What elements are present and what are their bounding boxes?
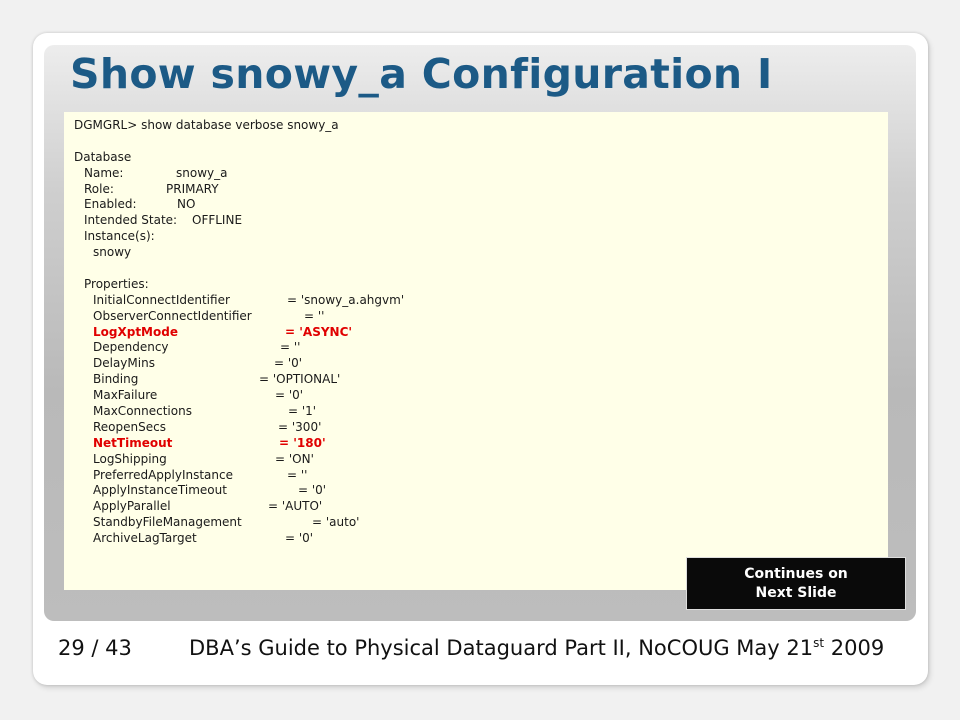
field-label: Enabled: — [84, 197, 137, 212]
field-label: Intended State: — [84, 213, 178, 228]
property-name: ApplyParallel — [93, 499, 171, 514]
property-name: Dependency — [93, 340, 169, 355]
property-name: StandbyFileManagement — [93, 515, 242, 530]
code-text — [74, 118, 404, 547]
property-row — [74, 499, 404, 515]
field-row — [74, 213, 404, 229]
property-row — [74, 420, 404, 436]
property-row — [74, 340, 404, 356]
property-name: DelayMins — [93, 356, 155, 371]
property-name: InitialConnectIdentifier — [93, 292, 230, 307]
property-name: Binding — [93, 372, 139, 387]
continues-line-1: Continues on — [744, 566, 848, 582]
property-row — [74, 515, 404, 531]
property-row — [74, 436, 404, 452]
properties-label: Properties: — [84, 276, 149, 291]
property-row — [74, 388, 404, 404]
property-row — [74, 293, 404, 309]
code-listing — [64, 112, 888, 590]
property-value: = '300' — [278, 419, 322, 434]
property-value: = '' — [280, 340, 301, 355]
property-value: = 'AUTO' — [268, 499, 323, 514]
property-value: = 'ASYNC' — [285, 324, 353, 339]
footer-year: 2009 — [824, 636, 885, 660]
property-row — [74, 468, 404, 484]
property-value: = '180' — [279, 435, 326, 450]
field-row — [74, 166, 404, 182]
property-value: = 'ON' — [275, 451, 314, 466]
property-name: ArchiveLagTarget — [93, 531, 197, 546]
field-value: OFFLINE — [192, 213, 243, 228]
property-row — [74, 452, 404, 468]
property-name: MaxConnections — [93, 404, 192, 419]
property-row — [74, 356, 404, 372]
properties-list — [74, 293, 404, 547]
field-row — [74, 197, 404, 213]
property-name: NetTimeout — [93, 435, 173, 450]
property-name: LogShipping — [93, 451, 167, 466]
property-row — [74, 325, 404, 341]
instance-name: snowy — [93, 245, 132, 260]
footer-text — [189, 636, 884, 660]
instances-label: Instance(s): — [84, 229, 155, 244]
field-value: NO — [177, 197, 196, 212]
field-value: snowy_a — [176, 165, 228, 180]
property-row — [74, 372, 404, 388]
property-value: = '0' — [285, 531, 314, 546]
command-line: DGMGRL> show database verbose snowy_a — [74, 118, 339, 132]
page-number: 29 / 43 — [58, 636, 132, 660]
property-row — [74, 483, 404, 499]
field-row — [74, 182, 404, 198]
continues-line-2: Next Slide — [755, 585, 837, 601]
field-label: Name: — [84, 165, 124, 180]
blank-line — [74, 134, 404, 150]
blank-line — [74, 261, 404, 277]
property-value: = '1' — [288, 404, 317, 419]
property-name: PreferredApplyInstance — [93, 467, 233, 482]
property-value: = 'OPTIONAL' — [259, 372, 341, 387]
property-value: = 'auto' — [312, 515, 360, 530]
property-name: ReopenSecs — [93, 419, 166, 434]
property-value: = '0' — [274, 356, 303, 371]
property-value: = '0' — [298, 483, 327, 498]
property-value: = '' — [304, 308, 325, 323]
field-label: Role: — [84, 181, 114, 196]
property-value: = 'snowy_a.ahgvm' — [287, 292, 405, 307]
property-name: MaxFailure — [93, 388, 158, 403]
property-value: = '0' — [275, 388, 304, 403]
footer-main: DBA’s Guide to Physical Dataguard Part II, NoCOUG May 21 — [189, 636, 814, 660]
database-header: Database — [74, 149, 132, 164]
property-name: ObserverConnectIdentifier — [93, 308, 252, 323]
property-row — [74, 404, 404, 420]
footer-superscript: st — [813, 636, 825, 650]
continues-note — [686, 557, 906, 610]
field-value: PRIMARY — [166, 181, 219, 196]
property-name: LogXptMode — [93, 324, 178, 339]
property-name: ApplyInstanceTimeout — [93, 483, 227, 498]
property-row — [74, 531, 404, 547]
property-value: = '' — [287, 467, 308, 482]
slide-title: Show snowy_a Configuration I — [70, 50, 773, 98]
property-row — [74, 309, 404, 325]
